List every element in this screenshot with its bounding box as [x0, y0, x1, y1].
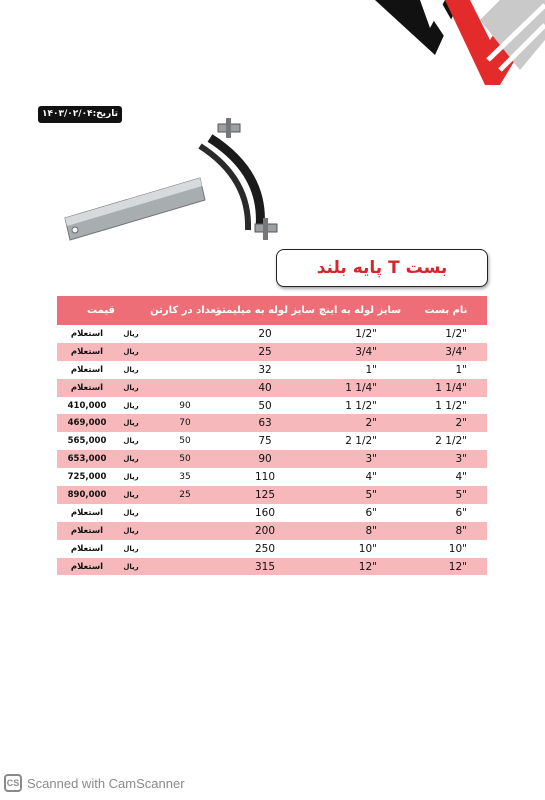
table-row: [57, 504, 487, 522]
price-cell: استعلام: [70, 507, 104, 518]
inch-cell: 1/2": [355, 327, 377, 340]
table-row: [57, 522, 487, 540]
currency-cell: ریال: [123, 437, 139, 446]
table-row: [57, 468, 487, 486]
qty-cell: 50: [179, 436, 191, 447]
table-header: [57, 296, 487, 325]
currency-cell: ریال: [123, 455, 139, 464]
price-cell: 410,000: [67, 400, 107, 411]
name-cell: 12": [448, 560, 467, 573]
price-cell: استعلام: [70, 525, 104, 536]
price-cell: 725,000: [67, 472, 107, 483]
mm-cell: 32: [258, 363, 272, 376]
table-row: [57, 540, 487, 558]
currency-cell: ریال: [123, 562, 139, 571]
currency-cell: ریال: [123, 329, 139, 338]
product-title-box: [276, 249, 488, 287]
currency-cell: ریال: [123, 419, 139, 428]
header-price: قیمت: [87, 305, 115, 316]
qty-cell: 35: [179, 472, 191, 483]
price-cell: استعلام: [70, 364, 104, 375]
price-cell: استعلام: [70, 382, 104, 393]
name-cell: 6": [455, 506, 467, 519]
table-row: [57, 414, 487, 432]
mm-cell: 315: [254, 560, 276, 573]
mm-cell: 160: [254, 506, 276, 519]
currency-cell: ریال: [123, 347, 139, 356]
name-cell: 1 1/2": [435, 399, 467, 412]
name-cell: 2": [455, 417, 467, 430]
table-row: [57, 379, 487, 397]
qty-cell: 70: [179, 418, 191, 429]
name-cell: 2 1/2": [435, 435, 467, 448]
currency-cell: ریال: [123, 508, 139, 517]
currency-cell: ریال: [123, 473, 139, 482]
price-cell: استعلام: [70, 543, 104, 554]
inch-cell: 3": [365, 453, 377, 466]
camscanner-text: Scanned with CamScanner: [27, 775, 185, 791]
inch-cell: 1": [365, 363, 377, 376]
mm-cell: 90: [258, 453, 272, 466]
currency-cell: ریال: [123, 490, 139, 499]
date-badge: تاریخ:۱۴۰۳/۰۲/۰۴: [38, 106, 122, 123]
table-row: [57, 486, 487, 504]
header-inch: سایز لوله به اینچ: [318, 305, 402, 316]
currency-cell: ریال: [123, 365, 139, 374]
price-cell: 565,000: [67, 436, 107, 447]
inch-cell: 6": [365, 506, 377, 519]
table-row: [57, 558, 487, 576]
camscanner-logo: CS: [4, 774, 22, 792]
product-title: بست T پایه بلند: [316, 258, 448, 278]
inch-cell: 4": [365, 471, 377, 484]
inch-cell: 8": [365, 524, 377, 537]
table-row: [57, 397, 487, 415]
qty-cell: 50: [179, 454, 191, 465]
price-cell: 890,000: [67, 489, 107, 500]
price-cell: 653,000: [67, 454, 107, 465]
price-cell: استعلام: [70, 561, 104, 572]
mm-cell: 40: [258, 381, 272, 394]
inch-cell: 5": [365, 488, 377, 501]
price-cell: استعلام: [70, 346, 104, 357]
header-name: نام بست: [424, 305, 468, 316]
table-row: [57, 361, 487, 379]
inch-cell: 2 1/2": [345, 435, 377, 448]
table-row: [57, 432, 487, 450]
mm-cell: 200: [254, 524, 276, 537]
mm-cell: 50: [258, 399, 272, 412]
name-cell: 1 1/4": [435, 381, 467, 394]
pipe-clamp-image: [60, 118, 290, 258]
mm-cell: 125: [254, 488, 276, 501]
mm-cell: 110: [254, 471, 276, 484]
mm-cell: 20: [258, 327, 272, 340]
inch-cell: 3/4": [355, 345, 377, 358]
qty-cell: 90: [179, 400, 191, 411]
name-cell: 4": [455, 471, 467, 484]
name-cell: 1/2": [445, 327, 467, 340]
price-cell: 469,000: [67, 418, 107, 429]
inch-cell: 1 1/4": [345, 381, 377, 394]
currency-cell: ریال: [123, 383, 139, 392]
inch-cell: 12": [358, 560, 377, 573]
header-mm: سایز لوله به میلیمتر: [215, 305, 315, 316]
mm-cell: 63: [258, 417, 272, 430]
name-cell: 3/4": [445, 345, 467, 358]
name-cell: 3": [455, 453, 467, 466]
inch-cell: 10": [358, 542, 377, 555]
inch-cell: 1 1/2": [345, 399, 377, 412]
table-body: [57, 325, 487, 575]
corner-decoration: [360, 0, 545, 90]
camscanner-watermark: [4, 774, 185, 792]
name-cell: 5": [455, 488, 467, 501]
name-cell: 8": [455, 524, 467, 537]
mm-cell: 25: [258, 345, 272, 358]
name-cell: 10": [448, 542, 467, 555]
qty-cell: 25: [179, 489, 191, 500]
table-row: [57, 343, 487, 361]
header-qty: تعداد در کارتن: [150, 305, 220, 316]
price-table: [57, 296, 487, 575]
currency-cell: ریال: [123, 526, 139, 535]
currency-cell: ریال: [123, 401, 139, 410]
mm-cell: 250: [254, 542, 276, 555]
table-row: [57, 450, 487, 468]
inch-cell: 2": [365, 417, 377, 430]
price-cell: استعلام: [70, 328, 104, 339]
name-cell: 1": [455, 363, 467, 376]
table-row: [57, 325, 487, 343]
mm-cell: 75: [258, 435, 272, 448]
currency-cell: ریال: [123, 544, 139, 553]
